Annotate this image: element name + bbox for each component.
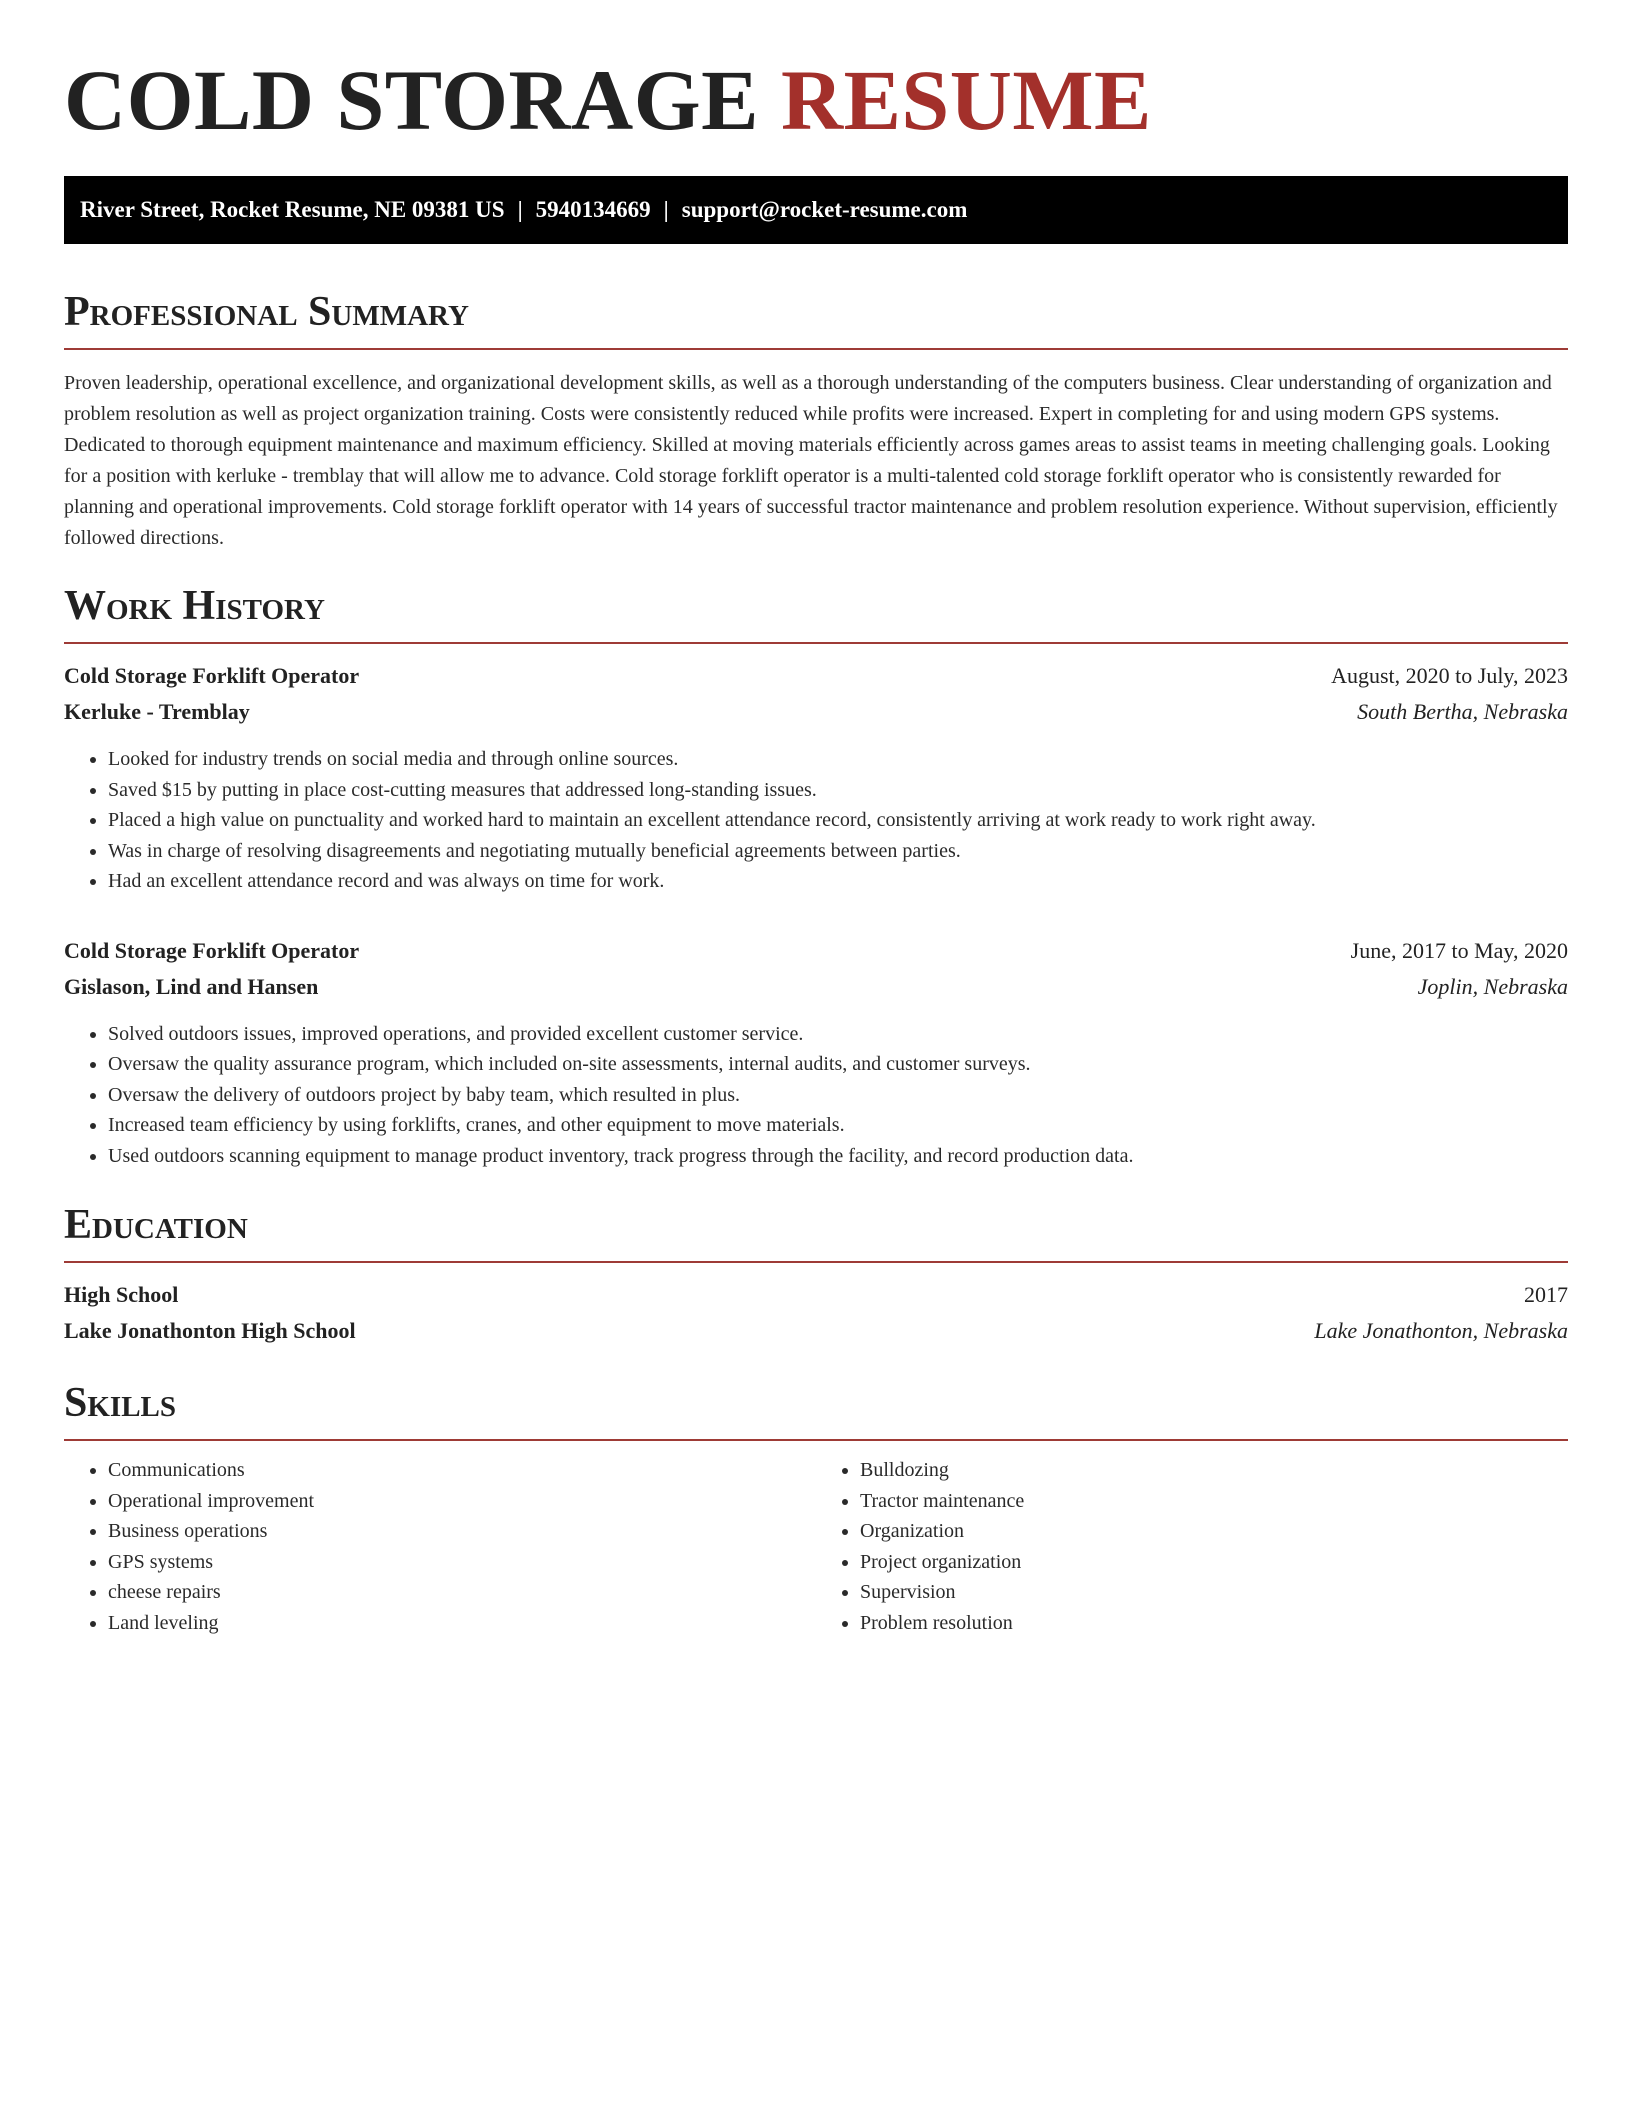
- list-item: • Used outdoors scanning equipment to manage product inventory, track progress through the facility, and record production data.: [108, 1141, 1568, 1172]
- section-divider: [64, 642, 1568, 644]
- list-item: • Was in charge of resolving disagreements and negotiating mutually beneficial agreements between parties.: [108, 836, 1568, 867]
- education-header-row: [64, 1277, 1568, 1313]
- skills-grid: [64, 1455, 1568, 1638]
- education-location: Lake Jonathonton, Nebraska: [1314, 1318, 1568, 1343]
- section-heading: Professional Summary: [64, 289, 469, 335]
- list-item: • Operational improvement: [108, 1486, 816, 1517]
- section-heading: Skills: [64, 1380, 177, 1426]
- section-divider: [64, 348, 1568, 350]
- job-bullets: [64, 1019, 1568, 1172]
- job-company: Kerluke - Tremblay: [64, 699, 250, 724]
- job-company: Gislason, Lind and Hansen: [64, 973, 319, 999]
- list-item: • Oversaw the quality assurance program, which included on-site assessments, internal audits, and customer surveys.: [108, 1049, 1568, 1080]
- list-item: • Project organization: [860, 1547, 1568, 1578]
- education-school: Lake Jonathonton High School: [64, 1318, 356, 1343]
- list-item: • Supervision: [860, 1577, 1568, 1608]
- list-item: • Had an excellent attendance record and was always on time for work.: [108, 866, 1568, 897]
- list-item: • Problem resolution: [860, 1608, 1568, 1639]
- job-bullets: [64, 744, 1568, 897]
- job-company-row: [64, 969, 1568, 1005]
- skills-list-left: [64, 1455, 816, 1638]
- list-item: • Land leveling: [108, 1608, 816, 1639]
- education-entry: [64, 1277, 1568, 1349]
- list-item: • Placed a high value on punctuality and worked hard to maintain an excellent attendance record, consistently arriving at work ready to work right away.: [108, 805, 1568, 836]
- section-divider: [64, 1439, 1568, 1441]
- job-location: Joplin, Nebraska: [1417, 973, 1568, 999]
- job-location: South Bertha, Nebraska: [1357, 699, 1568, 724]
- list-item: • Communications: [108, 1455, 816, 1486]
- job-title: Cold Storage Forklift Operator: [64, 663, 360, 688]
- job-entry: [64, 933, 1568, 1172]
- list-item: • Saved $15 by putting in place cost-cutting measures that addressed long-standing issues.: [108, 775, 1568, 806]
- job-company-row: [64, 694, 1568, 730]
- section-divider: [64, 1261, 1568, 1263]
- list-item: • Tractor maintenance: [860, 1486, 1568, 1517]
- job-dates: August, 2020 to July, 2023: [1331, 663, 1568, 688]
- section-heading: Work History: [64, 583, 325, 629]
- contact-email[interactable]: support@rocket-resume.com: [681, 197, 968, 222]
- list-item: • GPS systems: [108, 1547, 816, 1578]
- contact-separator: |: [663, 197, 669, 222]
- job-dates: June, 2017 to May, 2020: [1350, 937, 1568, 963]
- work-history-section: [64, 580, 1568, 1171]
- contact-address: River Street, Rocket Resume, NE 09381 US: [80, 197, 505, 222]
- summary-text: Proven leadership, operational excellence, and organizational development skills, as well as a thorough understanding of the computers business. Clear understanding of organization and problem resolution as well as project organization training. Costs were consistently reduced while profits were increased. Expert in completing for and using modern GPS systems. Dedicated to thorough equipment maintenance and maximum efficiency. Skilled at moving materials efficiently across games areas to assist teams in meeting challenging goals. Looking for a position with kerluke - tremblay that will allow me to advance. Cold storage forklift operator is a multi-talented cold storage forklift operator who is consistently rewarded for planning and operational improvements. Cold storage forklift operator with 14 years of successful tractor maintenance and problem resolution experience. Without supervision, efficiently followed directions.: [64, 372, 1558, 549]
- list-item: • Solved outdoors issues, improved operations, and provided excellent customer service.: [108, 1019, 1568, 1050]
- skills-section: [64, 1377, 1568, 1638]
- education-degree: High School: [64, 1282, 179, 1307]
- list-item: • cheese repairs: [108, 1577, 816, 1608]
- education-section: [64, 1199, 1568, 1349]
- resume-page: [64, 0, 1568, 1638]
- education-school-row: [64, 1313, 1568, 1349]
- title-main: COLD STORAGE: [64, 52, 759, 148]
- list-item: • Business operations: [108, 1516, 816, 1547]
- list-item: • Bulldozing: [860, 1455, 1568, 1486]
- education-year: 2017: [1524, 1282, 1568, 1307]
- list-item: • Looked for industry trends on social media and through online sources.: [108, 744, 1568, 775]
- resume-title: [64, 0, 1568, 148]
- contact-separator: |: [517, 197, 523, 222]
- job-header-row: [64, 933, 1568, 969]
- title-accent: RESUME: [780, 52, 1152, 148]
- summary-section: [64, 286, 1568, 554]
- job-title: Cold Storage Forklift Operator: [64, 937, 360, 963]
- section-heading: Education: [64, 1202, 248, 1248]
- job-header-row: [64, 658, 1568, 694]
- list-item: • Increased team efficiency by using forklifts, cranes, and other equipment to move materials.: [108, 1110, 1568, 1141]
- job-entry: [64, 658, 1568, 897]
- skills-list-right: [816, 1455, 1568, 1638]
- contact-phone: 5940134669: [535, 197, 651, 222]
- list-item: • Organization: [860, 1516, 1568, 1547]
- contact-bar: [64, 176, 1568, 244]
- list-item: • Oversaw the delivery of outdoors project by baby team, which resulted in plus.: [108, 1080, 1568, 1111]
